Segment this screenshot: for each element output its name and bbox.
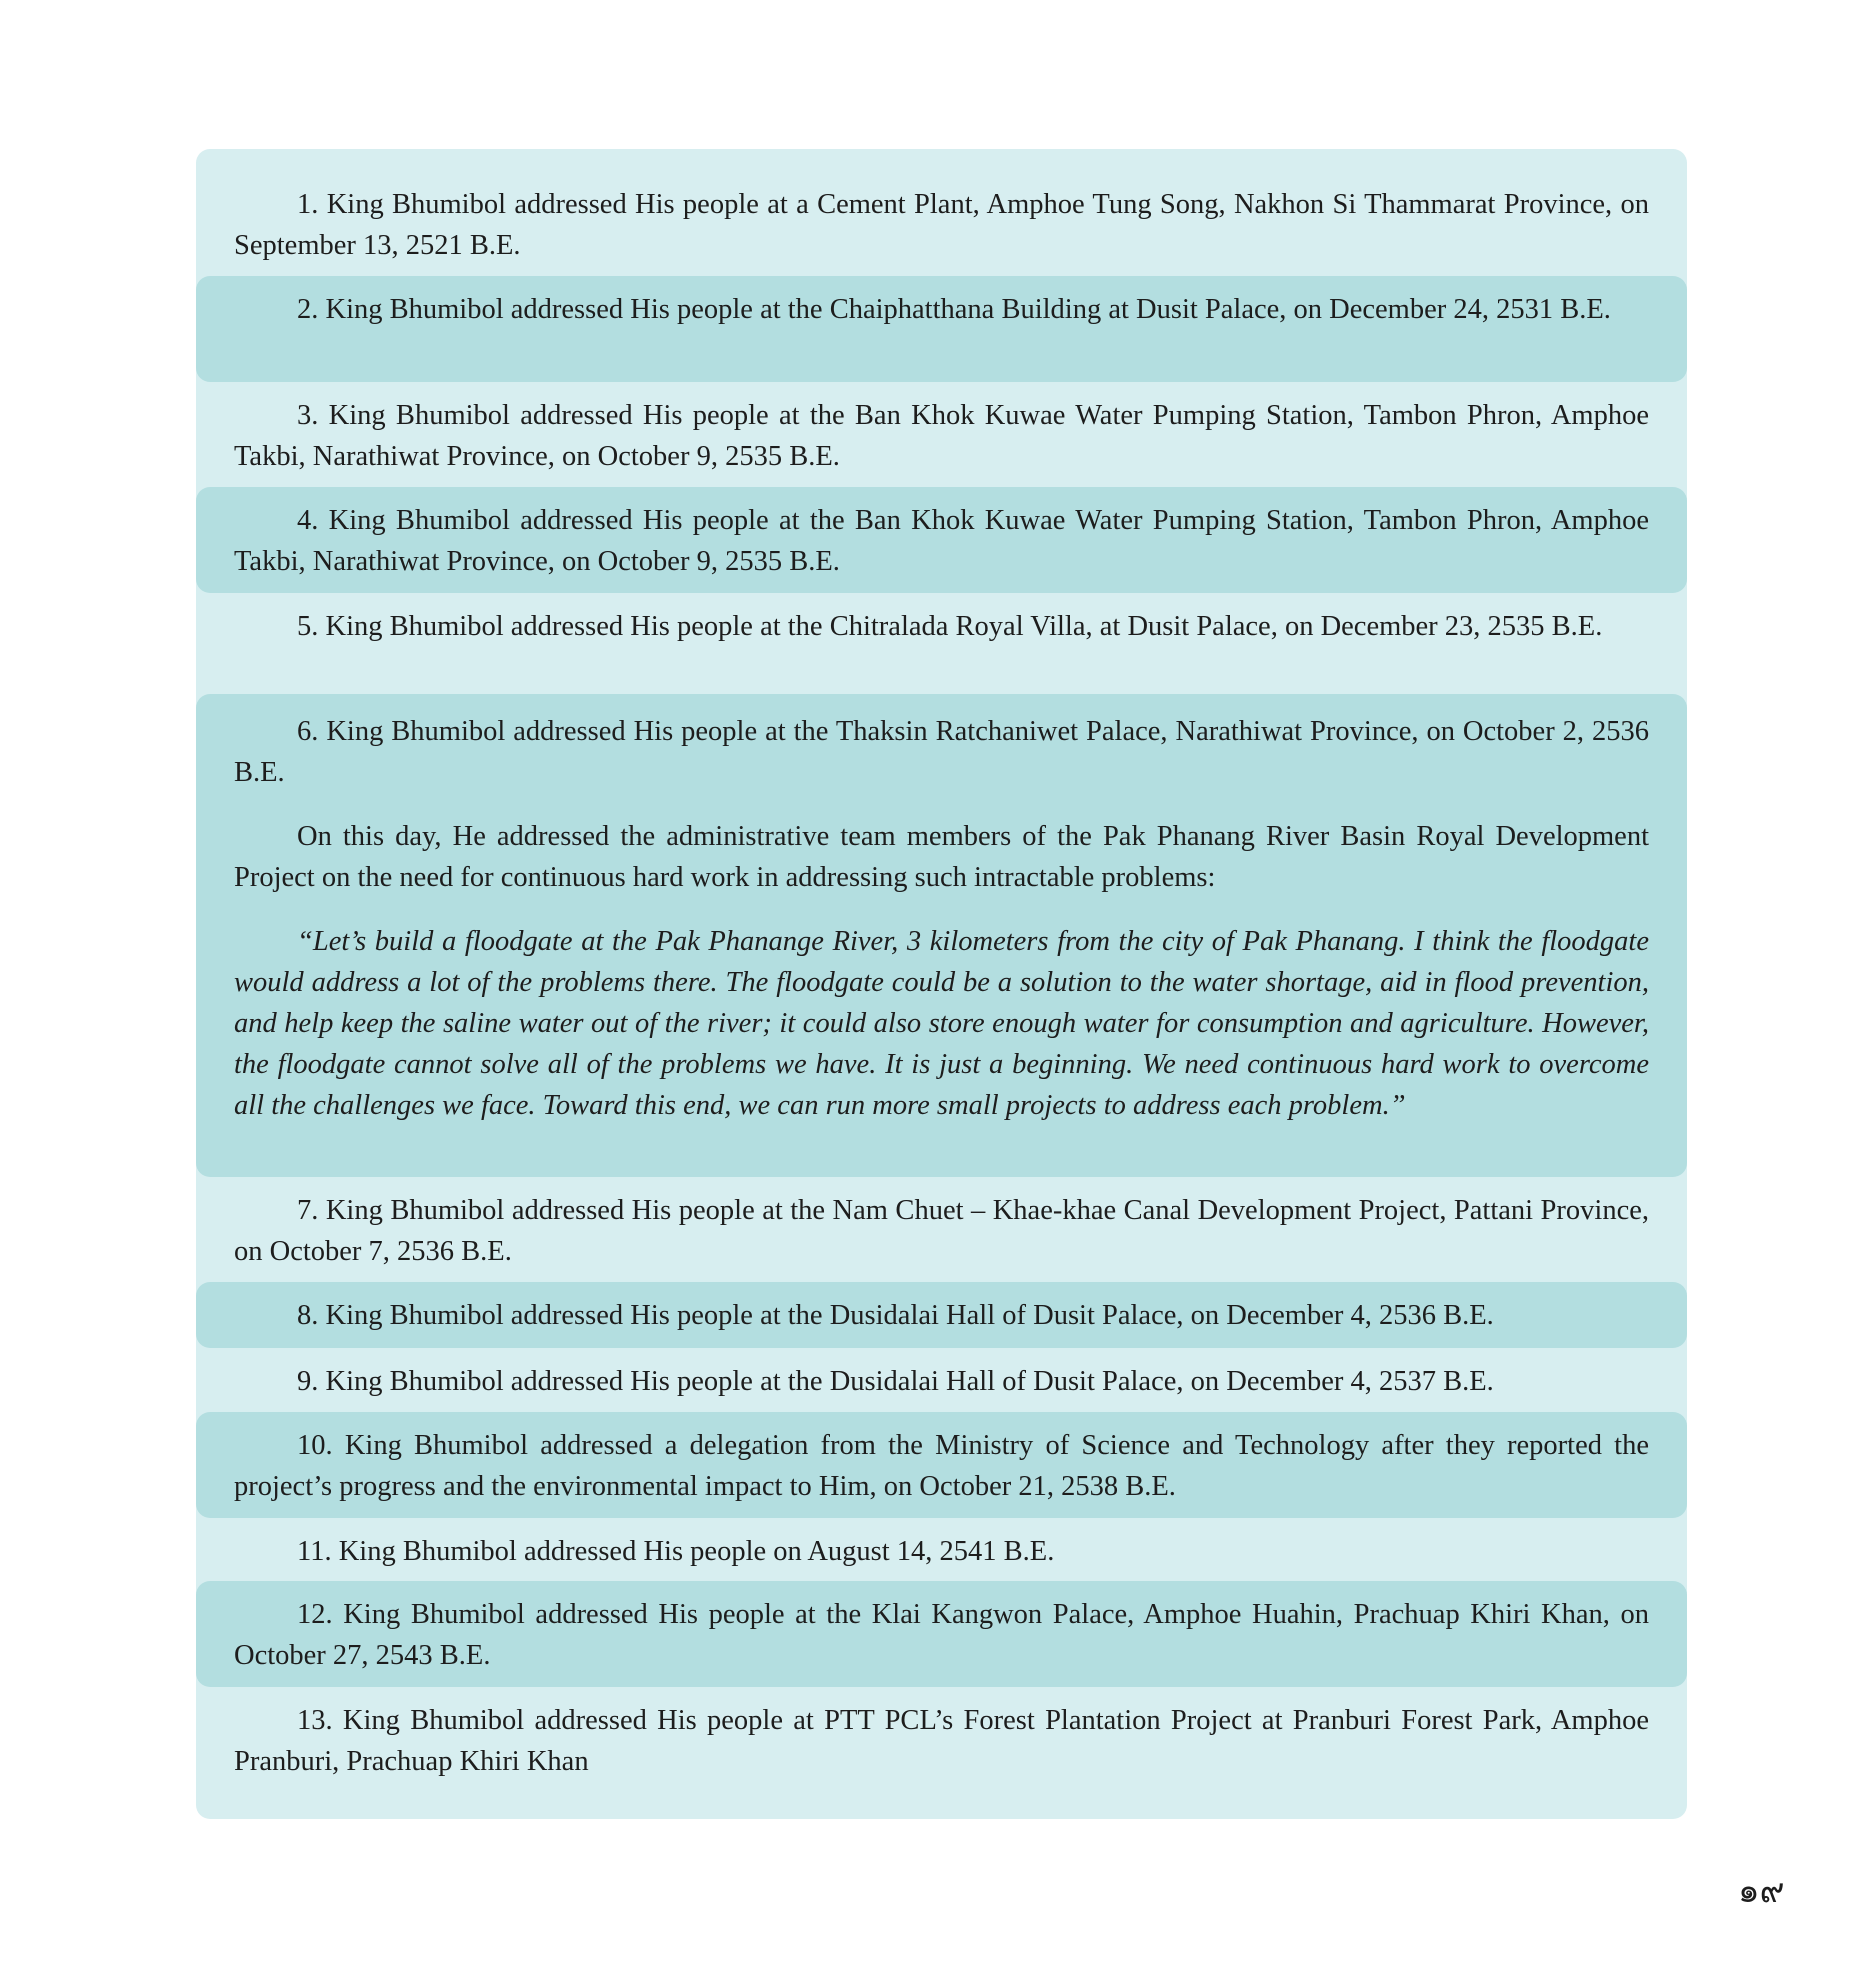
footnote-9 (196, 1361, 1687, 1415)
footnote-4 (196, 487, 1687, 593)
footnote-2 (196, 276, 1687, 382)
footnote-text: 9. King Bhumibol addressed His people at the Dusidalai Hall of Dusit Palace, on December 4, 2537 B.E. (297, 1366, 1494, 1397)
footnote-text: 6. King Bhumibol addressed His people at the Thaksin Ratchaniwet Palace, Narathiwat Province, on October 2, 2536 B.E. (234, 716, 1649, 788)
footnote-text: 11. King Bhumibol addressed His people on August 14, 2541 B.E. (297, 1536, 1055, 1567)
footnote-text: 12. King Bhumibol addressed His people at the Klai Kangwon Palace, Amphoe Huahin, Prachuap Khiri Khan, on October 27, 2543 B.E. (234, 1599, 1649, 1671)
footnote-1 (196, 184, 1687, 290)
footnote-7 (196, 1190, 1687, 1284)
footnote-text: 2. King Bhumibol addressed His people at the Chaiphatthana Building at Dusit Palace, on December 24, 2531 B.E. (297, 294, 1611, 325)
footnote-text: 4. King Bhumibol addressed His people at the Ban Khok Kuwae Water Pumping Station, Tambon Phron, Amphoe Takbi, Narathiwat Province, on October 9, 2535 B.E. (234, 505, 1649, 577)
royal-quote: “Let’s build a floodgate at the Pak Phanange River, 3 kilometers from the city of Pak Phanang. I think the floodgate would address a lot of the problems there. The floodgate could be a solution to the water shortage, aid in flood prevention, and help keep the saline water out of the river; it could also store enough water for consumption and agriculture. However, the floodgate cannot solve all of the problems we have. It is just a beginning. We need continuous hard work to overcome all the challenges we face. Toward this end, we can run more small projects to address each problem.” (234, 926, 1649, 1121)
footnote-context: On this day, He addressed the administrative team members of the Pak Phanang River Basin Royal Development Project on the need for continuous hard work in addressing such intractable problems: (234, 821, 1649, 893)
footnote-10 (196, 1412, 1687, 1518)
footnote-text: 1. King Bhumibol addressed His people at a Cement Plant, Amphoe Tung Song, Nakhon Si Thammarat Province, on September 13, 2521 B.E. (234, 189, 1649, 261)
footnote-3 (196, 395, 1687, 489)
footnote-12 (196, 1581, 1687, 1687)
footnote-text: 10. King Bhumibol addressed a delegation from the Ministry of Science and Technology after they reported the project’s progress and the environmental impact to Him, on October 21, 2538 B.E. (234, 1430, 1649, 1502)
footnote-6 (196, 694, 1687, 1177)
footnote-8 (196, 1282, 1687, 1348)
footnote-text: 8. King Bhumibol addressed His people at the Dusidalai Hall of Dusit Palace, on December 4, 2536 B.E. (297, 1300, 1494, 1331)
footnote-text: 7. King Bhumibol addressed His people at the Nam Chuet – Khae-khae Canal Development Project, Pattani Province, on October 7, 2536 B.E. (234, 1195, 1649, 1267)
page-number: ๑๙ (1738, 1871, 1785, 1911)
footnotes-panel (196, 149, 1687, 1819)
footnote-13 (196, 1700, 1687, 1800)
footnote-text: 5. King Bhumibol addressed His people at the Chitralada Royal Villa, at Dusit Palace, on December 23, 2535 B.E. (297, 611, 1603, 642)
footnote-11 (196, 1531, 1687, 1585)
footnote-text: 13. King Bhumibol addressed His people at PTT PCL’s Forest Plantation Project at Pranburi Forest Park, Amphoe Pranburi, Prachuap Khiri Khan (234, 1705, 1649, 1777)
footnote-5 (196, 606, 1687, 700)
footnote-text: 3. King Bhumibol addressed His people at the Ban Khok Kuwae Water Pumping Station, Tambon Phron, Amphoe Takbi, Narathiwat Province, on October 9, 2535 B.E. (234, 400, 1649, 472)
